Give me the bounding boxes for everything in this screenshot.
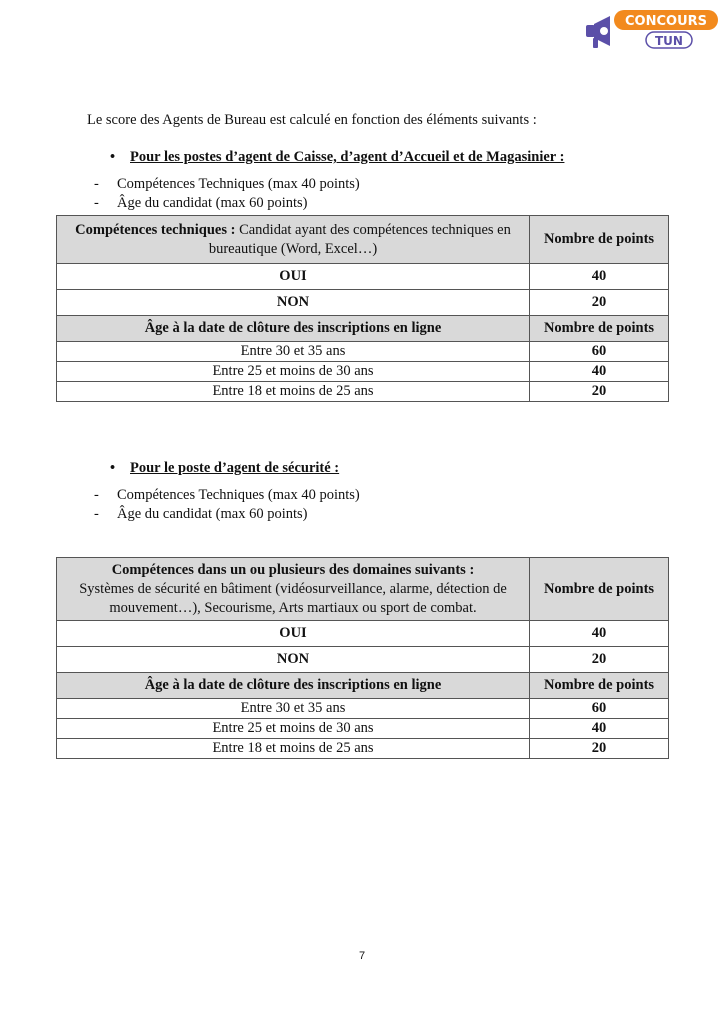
age-header: Âge à la date de clôture des inscriptions en ligne [57, 316, 530, 342]
table-row [57, 699, 669, 719]
table-row [57, 647, 669, 673]
competence-header: Compétences techniques : Candidat ayant des compétences techniques en bureautique (Word, Excel…) [57, 216, 530, 264]
row-label: NON [57, 647, 530, 673]
logo-text-line2: TUN [655, 34, 683, 48]
table-row [57, 290, 669, 316]
row-points: 20 [530, 290, 669, 316]
section2-title: Pour le poste d’agent de sécurité : [130, 460, 340, 476]
row-points: 20 [530, 647, 669, 673]
row-points: 40 [530, 719, 669, 739]
concours-tun-logo [580, 4, 720, 56]
bullet-icon: • [110, 149, 116, 165]
table-header-row [57, 316, 669, 342]
points-header: Nombre de points [530, 558, 669, 621]
row-label: Entre 25 et moins de 30 ans [57, 719, 530, 739]
row-points: 40 [530, 362, 669, 382]
section1-heading [110, 149, 564, 166]
section2-criteria-list [94, 486, 360, 524]
section2-heading [110, 460, 339, 477]
table-row [57, 739, 669, 759]
points-header: Nombre de points [530, 673, 669, 699]
section1-title: Pour les postes d’agent de Caisse, d’agent d’Accueil et de Magasinier : [130, 149, 565, 165]
row-label: Entre 30 et 35 ans [57, 342, 530, 362]
row-label: Entre 25 et moins de 30 ans [57, 362, 530, 382]
row-label: OUI [57, 621, 530, 647]
table-header-row [57, 216, 669, 264]
row-points: 40 [530, 621, 669, 647]
table-row [57, 621, 669, 647]
list-item: - Compétences Techniques (max 40 points) [94, 176, 360, 192]
row-label: Entre 18 et moins de 25 ans [57, 739, 530, 759]
intro-text: Le score des Agents de Bureau est calculé en fonction des éléments suivants : [87, 112, 537, 128]
table-row [57, 719, 669, 739]
section2-score-table [56, 557, 669, 759]
list-item: - Compétences Techniques (max 40 points) [94, 487, 360, 503]
table-header-row [57, 673, 669, 699]
row-label: Entre 30 et 35 ans [57, 699, 530, 719]
age-header: Âge à la date de clôture des inscriptions en ligne [57, 673, 530, 699]
row-points: 20 [530, 739, 669, 759]
logo-text-line1: CONCOURS [625, 14, 707, 29]
section1-score-table [56, 215, 669, 402]
page-number: 7 [358, 950, 366, 962]
row-points: 40 [530, 264, 669, 290]
competence-header: Compétences dans un ou plusieurs des domaines suivants : Systèmes de sécurité en bâtiment (vidéosurveillance, alarme, détection de mouvement…), Secourisme, Arts martiaux ou sport de combat. [57, 558, 530, 621]
section1-criteria-list [94, 175, 360, 213]
table-header-row [57, 558, 669, 621]
table-row [57, 362, 669, 382]
table-row [57, 264, 669, 290]
megaphone-icon [586, 16, 610, 48]
row-label: OUI [57, 264, 530, 290]
list-item: - Âge du candidat (max 60 points) [94, 195, 308, 211]
table-row [57, 382, 669, 402]
bullet-icon: • [110, 460, 116, 476]
list-item: - Âge du candidat (max 60 points) [94, 506, 308, 522]
points-header: Nombre de points [530, 216, 669, 264]
row-label: NON [57, 290, 530, 316]
row-points: 60 [530, 342, 669, 362]
row-label: Entre 18 et moins de 25 ans [57, 382, 530, 402]
points-header: Nombre de points [530, 316, 669, 342]
row-points: 60 [530, 699, 669, 719]
table-row [57, 342, 669, 362]
row-points: 20 [530, 382, 669, 402]
